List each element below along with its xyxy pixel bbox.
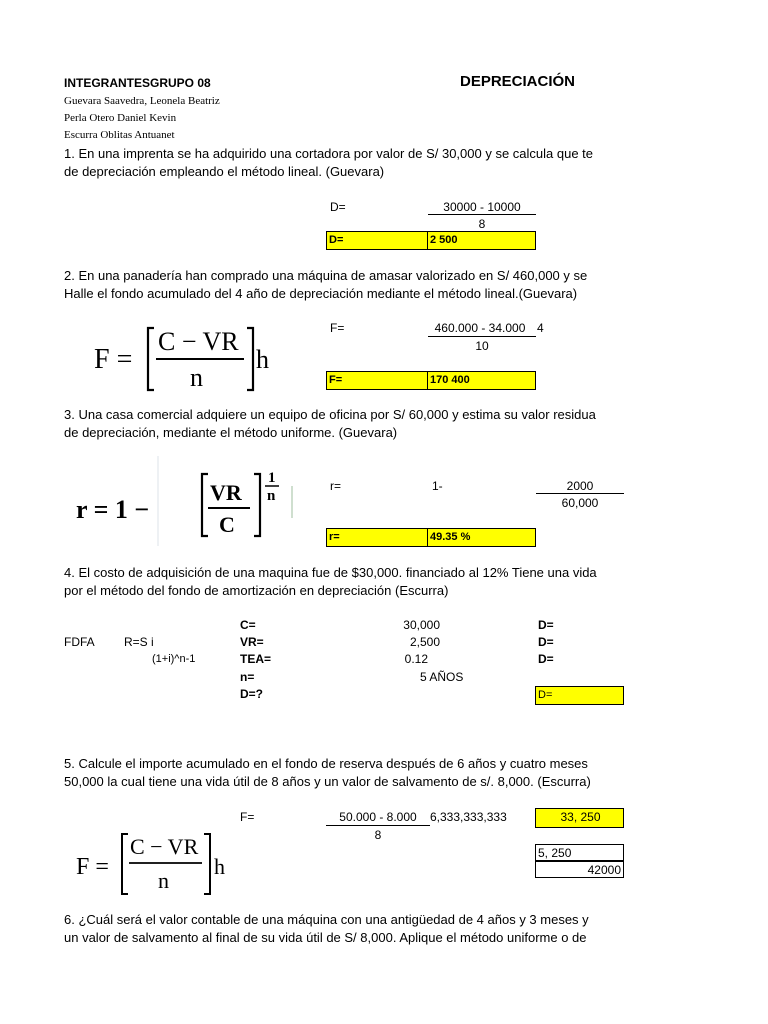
problem-2-line-1: 2. En una panadería han comprado una máquina de amasar valorizado en S/ 460,000 y se	[64, 268, 588, 283]
p1-result-label: D=	[326, 231, 428, 250]
problem-3-line-1: 3. Una casa comercial adquiere un equipo de oficina por S/ 60,000 y estima su valor residua	[64, 407, 596, 422]
p4-label-vr: VR=	[240, 635, 264, 649]
problem-4-line-2: por el método del fondo de amortización en depreciación (Escurra)	[64, 583, 449, 598]
p3-denominator: 60,000	[561, 496, 599, 510]
p3-one-minus: 1-	[432, 479, 443, 493]
svg-text:h: h	[256, 345, 269, 374]
p2-denominator: 10	[475, 339, 489, 353]
svg-text:n: n	[190, 363, 203, 392]
p2-multiplier: 4	[537, 321, 544, 335]
problem-3-line-2: de depreciación, mediante el método uniforme. (Guevara)	[64, 425, 398, 440]
member-name: Perla Otero Daniel Kevin	[64, 112, 177, 124]
p1-denominator: 8	[478, 217, 486, 231]
member-name: Guevara Saavedra, Leonela Beatriz	[64, 95, 220, 107]
p4-formula-bottom: (1+i)^n-1	[152, 653, 196, 665]
p3-formula-image	[72, 456, 294, 546]
svg-text:n: n	[267, 488, 276, 504]
p5-quotient: 6,333,333,333	[430, 810, 507, 824]
p4-formula-top: R=S i	[124, 635, 154, 649]
problem-6-line-1: 6. ¿Cuál será el valor contable de una máquina con una antigüedad de 4 años y 3 meses y	[64, 912, 589, 927]
p3-numerator: 2000	[566, 479, 594, 493]
p4-label-c: C=	[240, 618, 256, 632]
svg-text:C: C	[219, 512, 235, 537]
p2-result-label: F=	[326, 371, 428, 390]
p1-fraction-bar	[428, 214, 536, 215]
p1-result: 2 500	[427, 231, 536, 250]
p2-numerator: 460.000 - 34.000	[434, 321, 526, 335]
p5-formula-image	[70, 826, 240, 900]
group-label: INTEGRANTESGRUPO 08	[64, 76, 211, 90]
problem-5-line-1: 5. Calcule el importe acumulado en el fondo de reserva después de 6 años y cuatro meses	[64, 756, 588, 771]
p4-value-n: 5 AÑOS	[420, 670, 464, 684]
problem-6-line-2: un valor de salvamento al final de su vida útil de S/ 8,000. Aplique el método uniforme o de	[64, 930, 587, 945]
problem-4-line-1: 4. El costo de adquisición de una maquina fue de $30,000. financiado al 12% Tiene una vida	[64, 565, 597, 580]
p4-value-c: 30,000	[403, 618, 440, 632]
p5-result: 33, 250	[535, 808, 624, 828]
p3-fraction-bar	[536, 493, 624, 494]
p4-value-vr: 2,500	[409, 635, 440, 649]
svg-text:n: n	[158, 868, 169, 893]
svg-text:F =: F =	[94, 344, 133, 375]
svg-text:VR: VR	[210, 480, 242, 505]
p4-value-tea: 0.12	[404, 652, 428, 666]
p4-result-label: D=	[535, 686, 624, 705]
p1-numerator: 30000 - 10000	[443, 200, 521, 214]
page-title: DEPRECIACIÓN	[460, 73, 576, 90]
p5-fraction-bar	[326, 825, 430, 826]
problem-1-line-2: de depreciación empleando el método lineal. (Guevara)	[64, 164, 385, 179]
p2-f-label: F=	[330, 321, 345, 335]
p3-result: 49.35 %	[427, 528, 536, 547]
p4-label-n: n=	[240, 670, 255, 684]
svg-text:h: h	[214, 854, 225, 879]
p4-d-label: D=	[538, 618, 554, 632]
p5-denominator: 8	[374, 828, 382, 842]
svg-text:C − VR: C − VR	[130, 834, 199, 859]
p5-f-label: F=	[240, 810, 255, 824]
p4-label-tea: TEA=	[240, 652, 272, 666]
member-name: Escurra Oblitas Antuanet	[64, 129, 175, 141]
p4-fdfa-label: FDFA	[64, 635, 95, 649]
problem-1-line-1: 1. En una imprenta se ha adquirido una cortadora por valor de S/ 30,000 y se calcula que te	[64, 146, 594, 161]
p4-label-d: D=?	[240, 687, 264, 701]
p2-fraction-bar	[428, 336, 536, 337]
p5-box-2: 42000	[535, 861, 624, 878]
p3-result-label: r=	[326, 528, 428, 547]
svg-text:F =: F =	[76, 854, 109, 880]
svg-text:C − VR: C − VR	[158, 327, 239, 356]
svg-text:r = 1 −: r = 1 −	[76, 495, 150, 524]
problem-2-line-2: Halle el fondo acumulado del 4 año de depreciación mediante el método lineal.(Guevara)	[64, 286, 578, 301]
p2-result: 170 400	[427, 371, 536, 390]
svg-text:1: 1	[268, 470, 276, 486]
problem-5-line-2: 50,000 la cual tiene una vida útil de 8 años y un valor de salvamento de s/. 8,000. (Escurra)	[64, 774, 591, 789]
p4-d-label: D=	[538, 652, 554, 666]
p5-box-1: 5, 250	[535, 844, 624, 861]
p4-d-label: D=	[538, 635, 554, 649]
p3-r-label: r=	[330, 479, 342, 493]
p5-numerator: 50.000 - 8.000	[339, 810, 417, 824]
p1-d-label: D=	[330, 200, 346, 214]
p2-formula-image	[84, 318, 282, 398]
